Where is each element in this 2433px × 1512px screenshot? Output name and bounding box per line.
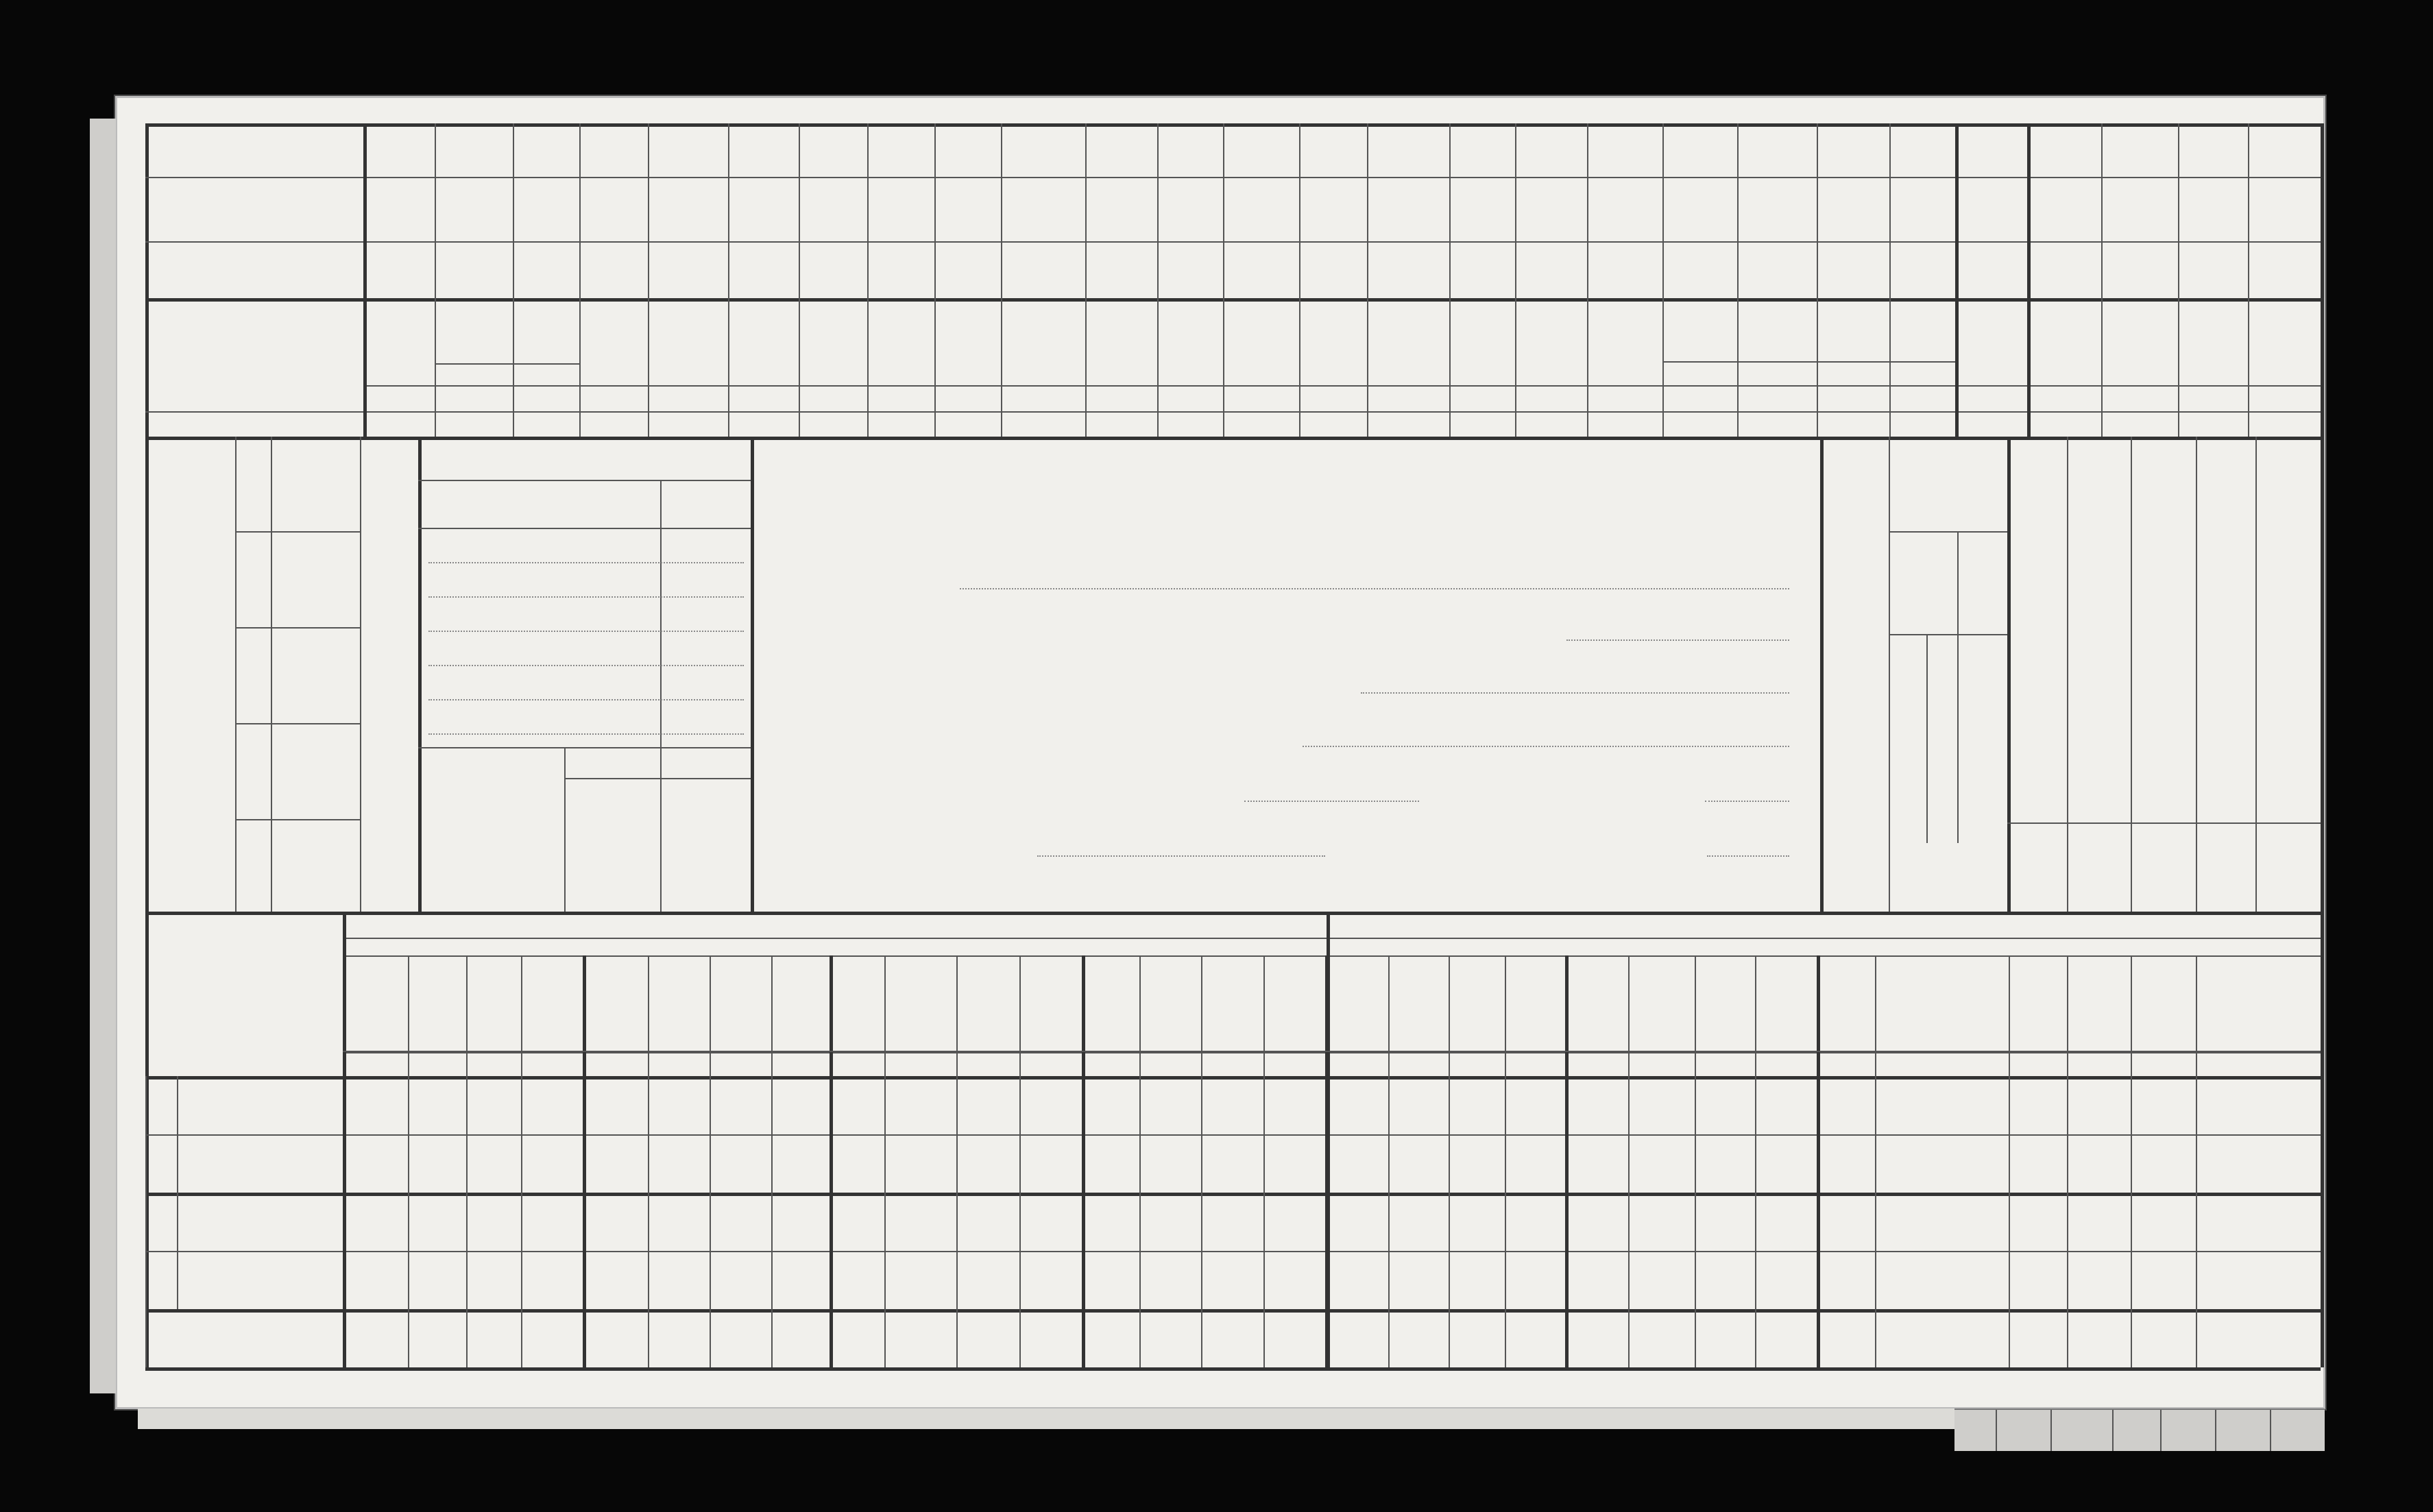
rule [1889, 437, 1890, 912]
trade-entry-line[interactable] [428, 631, 744, 632]
rule [145, 1309, 2321, 1313]
page-edge-bottom [138, 1409, 1961, 1429]
rule [343, 1051, 2321, 1052]
rule [2196, 437, 2197, 912]
rule [343, 938, 2321, 939]
rule [579, 123, 581, 437]
page-edge-left [90, 119, 116, 1393]
rule [2067, 955, 2068, 1367]
rule [360, 437, 361, 912]
rule [435, 123, 436, 437]
rule [1817, 123, 1818, 437]
rule [1019, 955, 1021, 1367]
rule [235, 437, 237, 912]
rule [145, 1367, 2321, 1371]
rule [145, 241, 2321, 243]
rule [1957, 531, 1959, 843]
answer-line-land-kind[interactable] [1361, 692, 1789, 694]
rule [2178, 123, 2179, 437]
rule [1587, 123, 1588, 437]
rule [343, 955, 2321, 957]
rule [2321, 123, 2324, 1367]
rule [145, 912, 2321, 915]
answer-line-village[interactable] [1244, 801, 1419, 802]
rule [1662, 361, 1955, 363]
rule [1662, 123, 1664, 437]
rule [145, 1076, 2321, 1080]
rule [513, 123, 514, 437]
rule [145, 298, 2321, 302]
rule [145, 123, 2321, 127]
rule [435, 363, 579, 365]
answer-line-other-land[interactable] [1566, 639, 1789, 641]
answer-line-market-distance[interactable] [1707, 855, 1789, 857]
rule [145, 1193, 2321, 1196]
rule [710, 955, 711, 1367]
rule [2255, 437, 2257, 912]
rule [934, 123, 936, 437]
answer-line-market[interactable] [1037, 855, 1325, 857]
answer-line-village-distance[interactable] [1705, 801, 1789, 802]
trade-entry-line[interactable] [428, 596, 744, 598]
rule [1628, 955, 1630, 1367]
rule [1875, 955, 1876, 1367]
trade-entry-line[interactable] [428, 699, 744, 700]
rule [771, 955, 773, 1367]
rule [1001, 123, 1002, 437]
rule [1082, 955, 1085, 1367]
rule [177, 1076, 178, 1309]
rule [1367, 123, 1368, 437]
rule [1139, 955, 1141, 1367]
rule [564, 747, 566, 912]
rule [2007, 822, 2321, 824]
rule [408, 955, 409, 1367]
rule [1201, 955, 1202, 1367]
rule [1299, 123, 1300, 437]
rule [1737, 123, 1739, 437]
rule [235, 723, 360, 724]
rule [235, 627, 360, 629]
rule [583, 955, 586, 1367]
rule [235, 531, 360, 533]
rule [2009, 955, 2010, 1367]
rule [418, 528, 751, 529]
rule [271, 437, 272, 912]
rule [1388, 955, 1390, 1367]
rule [2131, 955, 2132, 1367]
form-grid [117, 98, 2323, 1407]
rule [1325, 955, 1329, 1367]
rule [751, 437, 754, 912]
rule [418, 437, 422, 912]
rule [2101, 123, 2103, 437]
rule [145, 1251, 2321, 1252]
rule [521, 955, 522, 1367]
rule [466, 955, 468, 1367]
rule [1505, 955, 1506, 1367]
rule [343, 912, 346, 1367]
rule [660, 480, 662, 912]
rule [2131, 437, 2132, 912]
rule [2067, 437, 2068, 912]
rule [1565, 955, 1569, 1367]
rule [2007, 437, 2011, 912]
rule [418, 480, 751, 481]
rule [799, 123, 800, 437]
rule [1926, 634, 1928, 843]
rule [1889, 531, 2007, 533]
census-card [115, 96, 2325, 1409]
rule [363, 123, 367, 437]
rule [145, 1076, 147, 1367]
answer-line-farming[interactable] [1303, 746, 1789, 747]
rule [884, 955, 886, 1367]
rule [1263, 955, 1265, 1367]
rule [1817, 955, 1820, 1367]
rule [1755, 955, 1756, 1367]
rule [343, 1052, 2321, 1053]
rule [1449, 123, 1451, 437]
rule [1889, 123, 1891, 437]
trade-entry-line[interactable] [428, 562, 744, 563]
rule [830, 955, 833, 1367]
rule [867, 123, 869, 437]
answer-line-owner[interactable] [960, 588, 1789, 589]
rule [1820, 437, 1824, 912]
rule [145, 411, 2321, 413]
rule [1449, 955, 1450, 1367]
rule [956, 955, 958, 1367]
rule [1157, 123, 1159, 437]
rule [2101, 385, 2248, 387]
rule [235, 819, 360, 820]
rule [2196, 955, 2197, 1367]
trade-entry-line[interactable] [428, 733, 744, 735]
rule [648, 955, 649, 1367]
rule [564, 778, 751, 779]
rule [2027, 123, 2031, 437]
next-page-strip [1954, 1409, 2325, 1451]
rule [418, 747, 751, 748]
rule [1085, 123, 1087, 437]
rule [1223, 123, 1224, 437]
rule [145, 177, 2321, 178]
rule [145, 1134, 2321, 1136]
rule [1515, 123, 1516, 437]
rule [1695, 955, 1696, 1367]
trade-entry-line[interactable] [428, 665, 744, 666]
rule [728, 123, 729, 437]
rule [145, 437, 2321, 440]
rule [1955, 123, 1959, 437]
rule [1889, 634, 2007, 635]
rule [648, 123, 649, 437]
rule [2248, 123, 2249, 437]
